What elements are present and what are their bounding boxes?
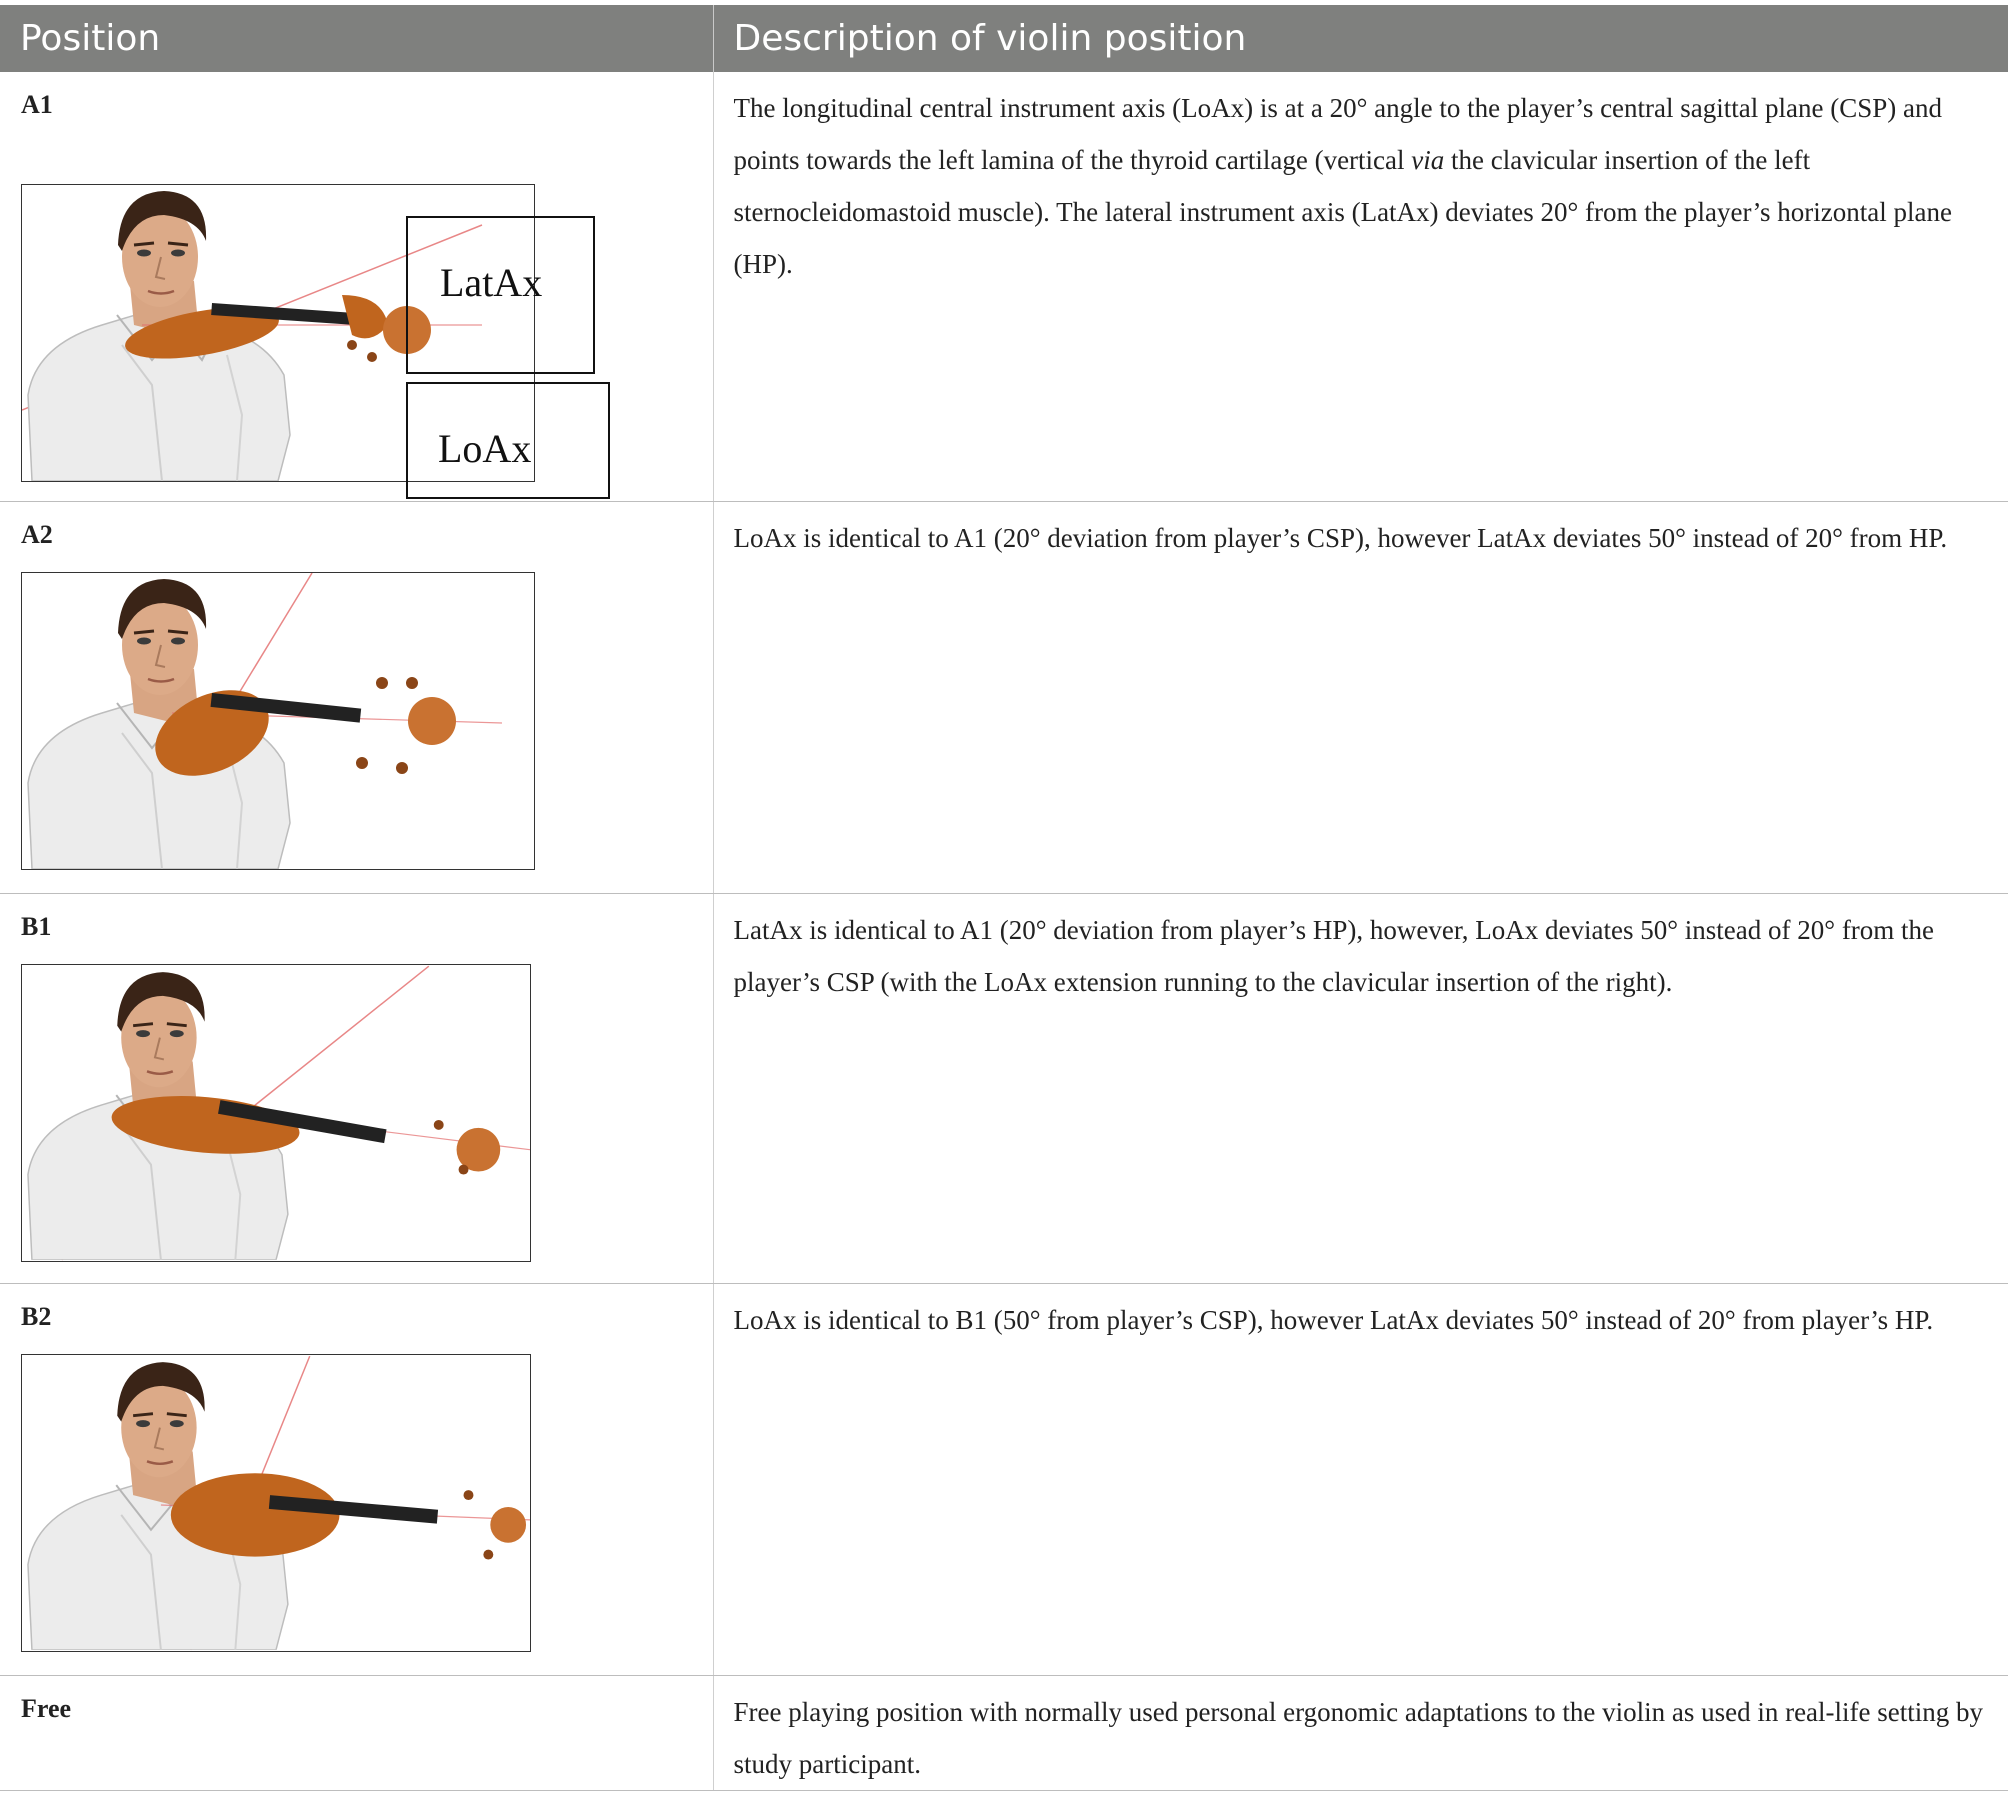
- position-cell-free: [0, 1676, 713, 1791]
- description-b1: LatAx is identical to A1 (20° deviation from player’s HP), however, LoAx deviates 50° instead of 20° from the player’s CSP (with the LoAx extension running to the clavicular insertion of the right).: [733, 915, 1935, 997]
- position-cell-a1: [0, 72, 713, 502]
- description-a2: LoAx is identical to A1 (20° deviation from player’s CSP), however LatAx deviates 50° instead of 20° from HP.: [733, 523, 1948, 553]
- latax-label: LatAx: [440, 260, 543, 305]
- figure-b2: [21, 1354, 531, 1652]
- header-position: Position: [0, 5, 713, 72]
- description-a1-part1: The longitudinal central instrument axis (LoAx) is at a 20° angle to the player’s central sagittal plane (CSP) and points towards the left lamina of the thyroid cartilage (vertical: [733, 93, 1942, 175]
- position-label-free: Free: [21, 1694, 72, 1723]
- figure-b1: [21, 964, 531, 1262]
- violin-positions-table: [0, 5, 2008, 1791]
- position-label-a1: A1: [21, 90, 53, 119]
- position-label-b2: B2: [21, 1302, 52, 1331]
- header-row: [0, 5, 2008, 72]
- table-row-a2: [0, 502, 2008, 894]
- figure-a2: [21, 572, 535, 870]
- description-a1-part2: the clavicular insertion of the left sternocleidomastoid muscle). The lateral instrument axis (LatAx) deviates 20° from the player’s horizontal plane (HP).: [733, 145, 1952, 279]
- table-row-b2: [0, 1284, 2008, 1676]
- description-cell-b1: [713, 894, 2008, 1284]
- table-row-b1: [0, 894, 2008, 1284]
- description-a1: [714, 72, 2008, 290]
- position-cell-b1: [0, 894, 713, 1284]
- loax-label: LoAx: [438, 426, 532, 471]
- description-free: Free playing position with normally used personal ergonomic adaptations to the violin as used in real-life setting by study participant.: [733, 1697, 1984, 1779]
- description-cell-free: [713, 1676, 2008, 1791]
- position-cell-b2: [0, 1284, 713, 1676]
- description-cell-a2: [713, 502, 2008, 894]
- table-row-a1: [0, 72, 2008, 502]
- description-b2: LoAx is identical to B1 (50° from player’s CSP), however LatAx deviates 50° instead of 20° from player’s HP.: [733, 1305, 1934, 1335]
- description-a1-italic: via: [1411, 145, 1445, 175]
- header-description: Description of violin position: [713, 5, 2008, 72]
- description-cell-b2: [713, 1284, 2008, 1676]
- position-cell-a2: [0, 502, 713, 894]
- position-label-b1: B1: [21, 912, 52, 941]
- description-cell-a1: [713, 72, 2008, 502]
- position-label-a2: A2: [21, 520, 53, 549]
- table-row-free: [0, 1676, 2008, 1791]
